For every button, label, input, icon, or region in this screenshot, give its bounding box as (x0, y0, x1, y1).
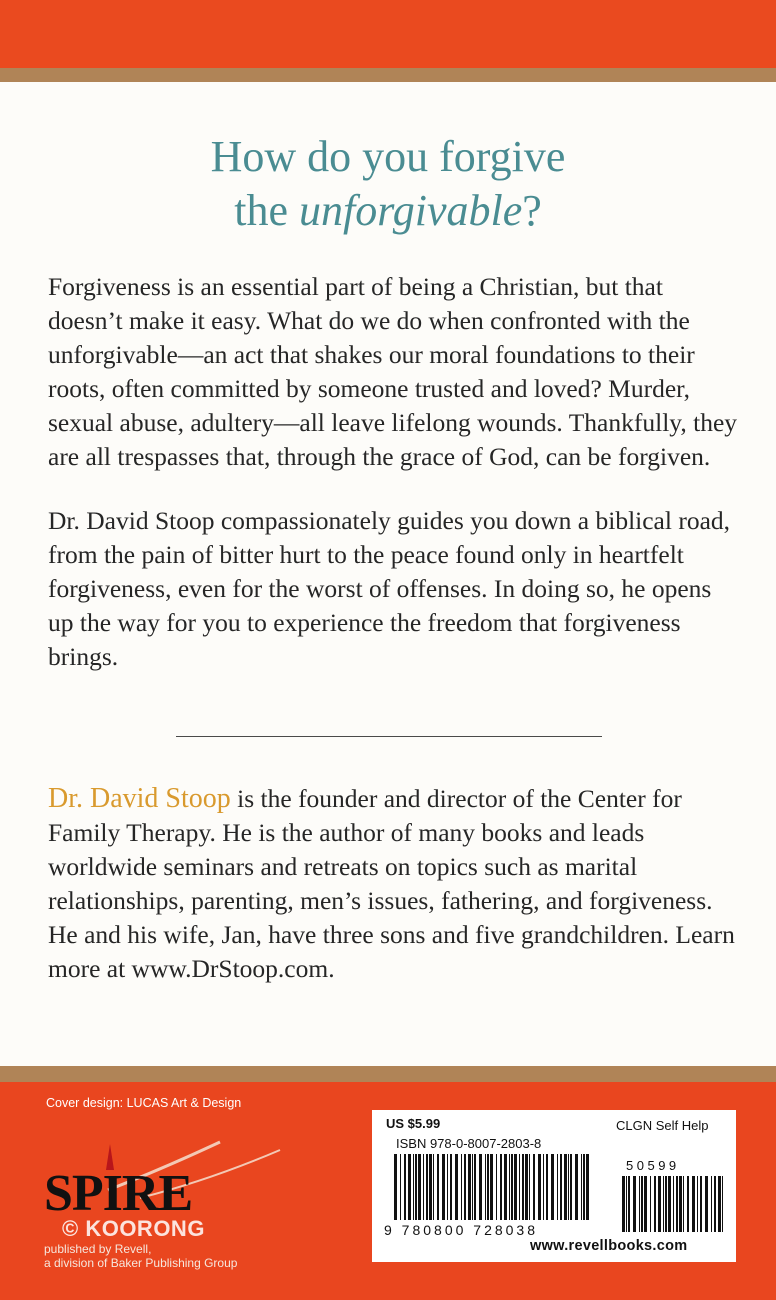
barcode-bar (394, 1154, 397, 1220)
category-label: CLGN Self Help (616, 1118, 709, 1133)
barcode-bar (697, 1176, 698, 1232)
barcode-bar (626, 1176, 627, 1232)
headline (0, 130, 776, 238)
back-cover-footer (0, 1082, 776, 1300)
barcode-bar (519, 1154, 520, 1220)
barcode-bar (511, 1154, 513, 1220)
barcode-bar (487, 1154, 489, 1220)
barcode-bar (639, 1176, 640, 1232)
barcode-bar (509, 1154, 510, 1220)
bottom-tan-stripe (0, 1066, 776, 1082)
divider-rule (176, 736, 602, 737)
barcode-bar (474, 1154, 476, 1220)
barcode-bar (464, 1154, 466, 1220)
headline-line2-suffix: ? (522, 186, 542, 235)
barcode-bar (437, 1154, 439, 1220)
barcode-bar (472, 1154, 473, 1220)
barcode-bar (586, 1154, 589, 1220)
barcode-bar (641, 1176, 643, 1232)
barcode-bar (564, 1154, 567, 1220)
publisher-website: www.revellbooks.com (530, 1238, 688, 1254)
barcode-bar (496, 1154, 497, 1220)
barcode-bar (415, 1154, 417, 1220)
barcode-bar (447, 1154, 448, 1220)
barcode-bar (525, 1154, 528, 1220)
barcode-bar (700, 1176, 702, 1232)
barcode-bar (658, 1176, 661, 1232)
barcode-bar (679, 1176, 682, 1232)
barcode-bar (718, 1176, 721, 1232)
headline-emphasis: unforgivable (299, 186, 523, 235)
barcode-bar (490, 1154, 493, 1220)
barcode-bar (722, 1176, 723, 1232)
author-bio (48, 782, 738, 986)
barcode-bar (413, 1154, 414, 1220)
barcode-bar (408, 1154, 411, 1220)
barcode-bar (400, 1154, 401, 1220)
text-panel (0, 82, 776, 1066)
barcode-bar (433, 1154, 434, 1220)
barcode-bar (668, 1176, 671, 1232)
barcode-bar (711, 1176, 712, 1232)
barcode-bar (705, 1176, 708, 1232)
barcode-bar (468, 1154, 471, 1220)
barcode-box (372, 1110, 736, 1262)
barcode-bar (429, 1154, 432, 1220)
barcode-bar (622, 1176, 625, 1232)
top-tan-stripe (0, 68, 776, 82)
barcode-bar (714, 1176, 716, 1232)
barcode-bar (426, 1154, 428, 1220)
barcode-bar (551, 1154, 554, 1220)
barcode-bar (644, 1176, 647, 1232)
barcode-bar (543, 1154, 544, 1220)
barcode-bar (560, 1154, 562, 1220)
barcode-bar (568, 1154, 569, 1220)
barcode-bar (583, 1154, 585, 1220)
barcode-bar (650, 1176, 651, 1232)
barcode-bar (522, 1154, 524, 1220)
barcode-bar (546, 1154, 548, 1220)
barcode-bar (533, 1154, 535, 1220)
description-paragraph-1: Forgiveness is an essential part of being a Christian, but that doesn’t make it easy. What do we do when confronted with the unforgivable—an act that shakes our moral foundations to their roots, often committed by someone trusted and loved? Murder, sexual abuse, adultery—all leave lifelong wounds. Thankfully, they are all trespasses that, through the grace of God, can be forgiven. (48, 272, 738, 471)
publisher-line-2: a division of Baker Publishing Group (44, 1256, 238, 1270)
spire-logo-text: SPIRE (44, 1165, 193, 1222)
barcode-bar (628, 1176, 630, 1232)
barcode-bar (575, 1154, 578, 1220)
isbn-barcode (394, 1154, 594, 1220)
headline-line2 (0, 184, 776, 238)
barcode-bar (455, 1154, 458, 1220)
addon-digits: 50599 (626, 1158, 680, 1173)
barcode-bar (450, 1154, 452, 1220)
barcode-bar (461, 1154, 462, 1220)
barcode-bar (485, 1154, 486, 1220)
barcode-bar (683, 1176, 684, 1232)
barcode-bar (665, 1176, 667, 1232)
author-name: Dr. David Stoop (48, 783, 231, 814)
barcode-digits: 9 780800 728038 (384, 1222, 538, 1238)
barcode-bar (504, 1154, 507, 1220)
barcode-bar (581, 1154, 582, 1220)
isbn-label: ISBN 978-0-8007-2803-8 (396, 1136, 542, 1151)
publisher-line-1: published by Revell, (44, 1242, 152, 1256)
barcode-bar (538, 1154, 541, 1220)
barcode-bar (500, 1154, 502, 1220)
barcode-bar (418, 1154, 421, 1220)
barcode-bar (663, 1176, 664, 1232)
barcode-bar (442, 1154, 445, 1220)
price-addon-barcode (622, 1176, 726, 1232)
barcode-bar (676, 1176, 678, 1232)
barcode-bar (479, 1154, 482, 1220)
description-paragraph-2: Dr. David Stoop compassionately guides you down a biblical road, from the pain of bitter hurt to the peace found only in heartfelt forgiveness, even for the worst of offenses. In doing so, he opens up the way for you to experience the freedom that forgiveness brings. (48, 506, 731, 671)
barcode-bar (529, 1154, 530, 1220)
spire-logo (44, 1122, 294, 1272)
koorong-watermark: © KOORONG (62, 1216, 205, 1241)
barcode-bar (687, 1176, 689, 1232)
price-label: US $5.99 (386, 1116, 441, 1131)
barcode-bar (633, 1176, 636, 1232)
barcode-bar (404, 1154, 406, 1220)
barcode-bar (654, 1176, 656, 1232)
barcode-bar (423, 1154, 424, 1220)
author-bio-text: is the founder and director of the Center for Family Therapy. He is the author of many books and leads worldwide seminars and retreats on topics such as marital relationships, parenting, men’s issues, fathering, and forgiveness. He and his wife, Jan, have three sons and five grandchildren. Learn more at www.DrStoop.com. (48, 784, 735, 983)
cover-design-credit: Cover design: LUCAS Art & Design (46, 1096, 242, 1110)
barcode-bar (570, 1154, 572, 1220)
barcode-bar (514, 1154, 517, 1220)
barcode-bar (557, 1154, 558, 1220)
headline-line2-prefix: the (234, 186, 299, 235)
barcode-bar (673, 1176, 674, 1232)
barcode-bar (692, 1176, 695, 1232)
headline-line1: How do you forgive (210, 132, 566, 181)
top-orange-band (0, 0, 776, 68)
